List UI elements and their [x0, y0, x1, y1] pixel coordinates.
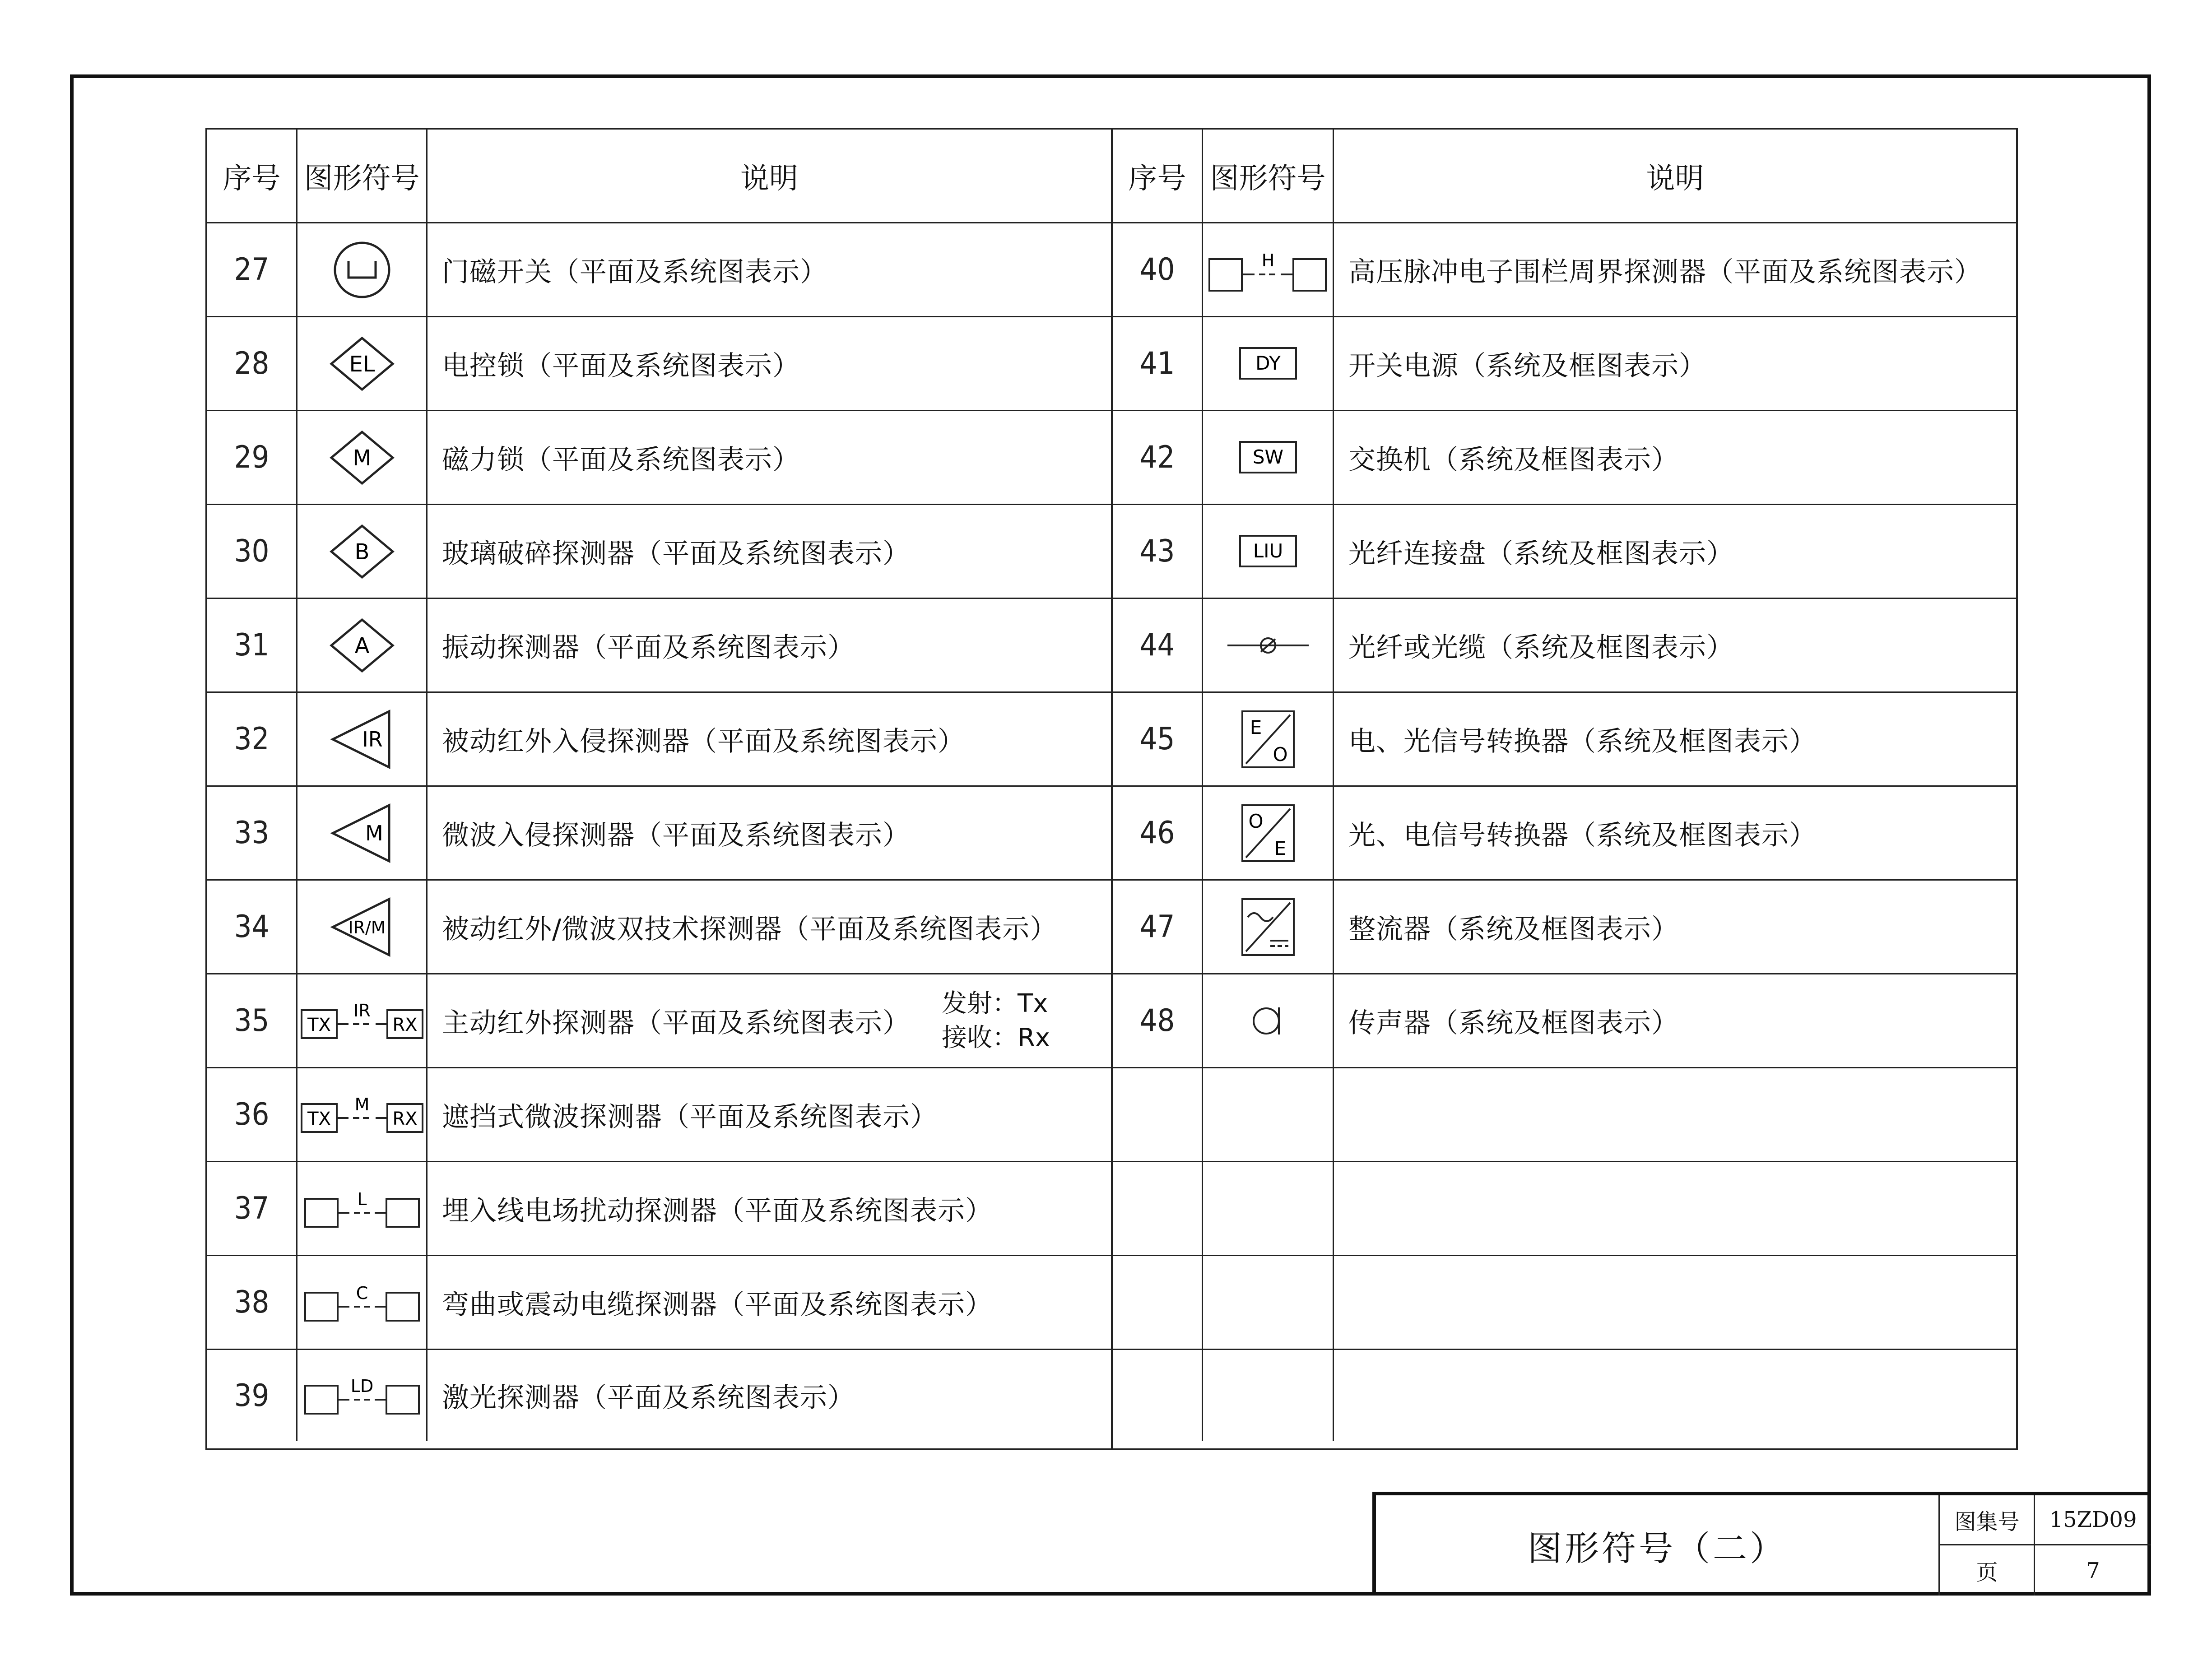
optical-to-electrical-converter-icon: [1203, 787, 1334, 879]
symbol-letter: B: [354, 539, 369, 565]
table-row: [1113, 317, 2016, 411]
symbol-letter: LIU: [1253, 539, 1283, 562]
row-description: 激光探测器（平面及系统图表示）: [442, 1382, 855, 1414]
active-infrared-detector-icon: [297, 974, 428, 1067]
symbol-letter: RX: [392, 1108, 418, 1129]
table-row: [207, 881, 1111, 974]
row-description: 光纤连接盘（系统及框图表示）: [1348, 538, 1734, 570]
row-number: 44: [1139, 627, 1175, 663]
atlas-number-label: 图集号: [1940, 1495, 2035, 1545]
symbol-letter: DY: [1255, 352, 1281, 374]
header-no: 序号: [1113, 130, 1203, 222]
row-number: 38: [234, 1285, 270, 1320]
magnetic-lock-icon: [297, 411, 428, 504]
symbol-letter: L: [357, 1189, 367, 1209]
row-description: 遮挡式微波探测器（平面及系统图表示）: [442, 1101, 938, 1133]
symbol-letter: M: [354, 1094, 369, 1114]
symbol-letter: SW: [1252, 445, 1283, 468]
row-number: 30: [234, 533, 270, 569]
header-desc: 说明: [1646, 162, 1704, 195]
table-row: [207, 974, 1111, 1068]
table-row: [207, 505, 1111, 599]
table-left-half: [207, 130, 1113, 1448]
symbol-letter: M: [365, 821, 383, 845]
page-number: 7: [2086, 1558, 2100, 1583]
row-description: 被动红外入侵探测器（平面及系统图表示）: [442, 725, 965, 757]
row-number: 28: [234, 346, 270, 381]
row-number: 48: [1139, 1003, 1175, 1039]
passive-infrared-detector-icon: [297, 693, 428, 785]
electric-lock-icon: [297, 317, 428, 410]
row-number: 32: [234, 721, 270, 757]
row-description: 门磁开关（平面及系统图表示）: [442, 256, 827, 288]
table-row: [1113, 787, 2016, 881]
row-description: 微波入侵探测器（平面及系统图表示）: [442, 819, 910, 851]
header-symbol: 图形符号: [1203, 130, 1334, 222]
row-number: 42: [1139, 440, 1175, 475]
symbol-letter: TX: [307, 1014, 331, 1035]
electrical-to-optical-converter-icon: [1203, 693, 1334, 785]
table-row: [207, 1256, 1111, 1350]
atlas-number-value: 15ZD09: [2035, 1495, 2151, 1545]
symbol-letter: O: [1248, 810, 1264, 832]
table-row: [1113, 974, 2016, 1068]
tx-note: 发射：Tx: [942, 988, 1048, 1018]
symbol-letter: O: [1272, 743, 1288, 765]
row-number: 36: [234, 1097, 270, 1132]
table-row: [1113, 1350, 2016, 1441]
table-row: [1113, 1256, 2016, 1350]
row-description: 光、电信号转换器（系统及框图表示）: [1348, 819, 1817, 851]
table-row: [1113, 505, 2016, 599]
row-number: 27: [234, 252, 270, 288]
row-number: 46: [1139, 815, 1175, 851]
symbol-letter: E: [1274, 837, 1286, 859]
table-row: [1113, 599, 2016, 693]
row-number: 37: [234, 1191, 270, 1226]
empty-symbol-cell: [1203, 1068, 1334, 1161]
dual-technology-detector-icon: [297, 881, 428, 973]
symbol-letter: RX: [392, 1014, 418, 1035]
sheet-title: 图形符号（二）: [1376, 1495, 1940, 1596]
header-symbol: 图形符号: [297, 130, 428, 222]
row-description: 玻璃破碎探测器（平面及系统图表示）: [442, 538, 910, 570]
microwave-detector-icon: [297, 787, 428, 879]
symbol-letter: M: [352, 445, 372, 471]
table-row: [1113, 411, 2016, 505]
symbol-letter: LD: [350, 1376, 373, 1396]
symbol-table: [205, 128, 2018, 1450]
row-description: 高压脉冲电子围栏周界探测器（平面及系统图表示）: [1348, 256, 1982, 288]
header-desc: 说明: [740, 162, 798, 195]
beam-microwave-detector-icon: [297, 1068, 428, 1161]
row-number: 47: [1139, 909, 1175, 945]
row-number: 45: [1139, 721, 1175, 757]
buried-line-detector-icon: [297, 1162, 428, 1255]
row-description: 光纤或光缆（系统及框图表示）: [1348, 631, 1734, 663]
row-number: 33: [234, 815, 270, 851]
row-description: 磁力锁（平面及系统图表示）: [442, 444, 800, 476]
table-right-half: [1113, 130, 2016, 1448]
table-row: [207, 223, 1111, 317]
title-block: [1372, 1492, 2151, 1596]
table-row: [207, 1350, 1111, 1441]
row-description: 弯曲或震动电缆探测器（平面及系统图表示）: [442, 1289, 993, 1321]
title-block-grid: [1940, 1495, 2151, 1596]
symbol-letter: IR/M: [348, 917, 386, 937]
row-number: 29: [234, 440, 270, 475]
row-number: 39: [234, 1378, 270, 1414]
fiber-patch-panel-icon: [1203, 505, 1334, 598]
symbol-letter: TX: [307, 1108, 331, 1129]
empty-symbol-cell: [1203, 1256, 1334, 1349]
row-description: 整流器（系统及框图表示）: [1348, 913, 1679, 945]
row-number: 43: [1139, 533, 1175, 569]
empty-symbol-cell: [1203, 1350, 1334, 1441]
row-number: 34: [234, 909, 270, 945]
symbol-letter: IR: [353, 1000, 371, 1021]
row-description: 主动红外探测器（平面及系统图表示）: [442, 1007, 910, 1039]
vibration-detector-icon: [297, 599, 428, 691]
row-description: 电控锁（平面及系统图表示）: [442, 350, 800, 382]
table-row: [207, 1162, 1111, 1256]
rx-note: 接收：Rx: [942, 1023, 1050, 1053]
table-row: [207, 787, 1111, 881]
table-row: [1113, 881, 2016, 974]
microphone-icon: [1203, 974, 1334, 1067]
table-row: [1113, 223, 2016, 317]
switching-power-supply-icon: [1203, 317, 1334, 410]
symbol-letter: IR: [362, 727, 383, 752]
symbol-letter: E: [1250, 716, 1262, 738]
row-description: 振动探测器（平面及系统图表示）: [442, 631, 855, 663]
door-contact-icon: [297, 223, 428, 316]
symbol-letter: EL: [349, 351, 375, 377]
row-number: 40: [1139, 252, 1175, 288]
row-description: 开关电源（系统及框图表示）: [1348, 350, 1706, 382]
header-row: [1113, 130, 2016, 223]
electric-fence-detector-icon: [1203, 223, 1334, 316]
row-description: 传声器（系统及框图表示）: [1348, 1007, 1679, 1039]
network-switch-icon: [1203, 411, 1334, 504]
table-row: [1113, 693, 2016, 787]
table-row: [207, 693, 1111, 787]
empty-symbol-cell: [1203, 1162, 1334, 1255]
table-row: [207, 599, 1111, 693]
row-number: 31: [234, 627, 270, 663]
symbol-letter: A: [354, 633, 369, 659]
page-label: 页: [1940, 1545, 2035, 1596]
symbol-letter: C: [356, 1283, 368, 1303]
row-description: 电、光信号转换器（系统及框图表示）: [1348, 725, 1817, 757]
table-row: [1113, 1162, 2016, 1256]
laser-detector-icon: [297, 1350, 428, 1441]
table-row: [207, 411, 1111, 505]
row-number: 41: [1139, 346, 1175, 381]
optical-fiber-icon: [1203, 599, 1334, 691]
rectifier-icon: [1203, 881, 1334, 973]
row-description: 交换机（系统及框图表示）: [1348, 444, 1679, 476]
tx-rx-note: [942, 987, 1050, 1055]
symbol-letter: H: [1261, 250, 1274, 270]
table-row: [207, 1068, 1111, 1162]
table-row: [207, 317, 1111, 411]
row-number: 35: [234, 1003, 270, 1039]
header-no: 序号: [207, 130, 297, 222]
header-row: [207, 130, 1111, 223]
glass-break-detector-icon: [297, 505, 428, 598]
table-row: [1113, 1068, 2016, 1162]
row-description: 被动红外/微波双技术探测器（平面及系统图表示）: [442, 913, 1058, 945]
row-description: 埋入线电场扰动探测器（平面及系统图表示）: [442, 1195, 993, 1227]
vibration-cable-detector-icon: [297, 1256, 428, 1349]
